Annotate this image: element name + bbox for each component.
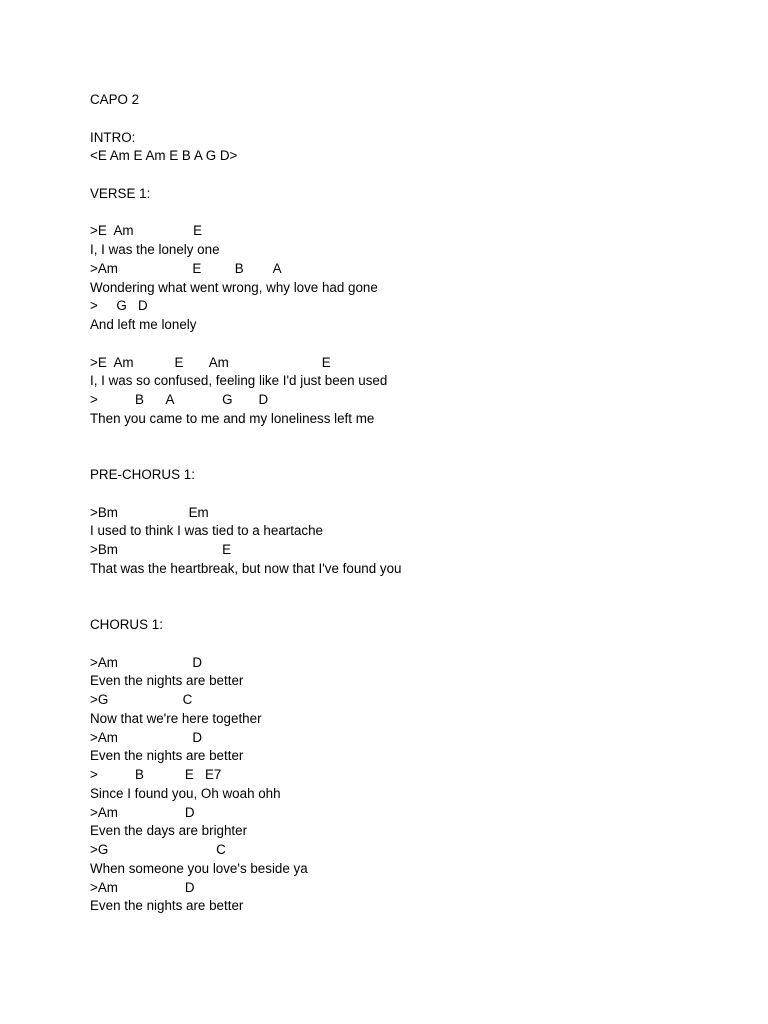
lyric-line: And left me lonely [90, 317, 197, 332]
lyric-line: Since I found you, Oh woah ohh [90, 785, 281, 801]
section-heading-intro: INTRO: [90, 129, 136, 145]
capo-line: CAPO 2 [90, 92, 140, 107]
chord-line: >G C [90, 842, 226, 857]
blank-line [90, 429, 730, 448]
chord-line: >E Am E Am E [90, 354, 331, 370]
lyric-line: When someone you love's beside ya [90, 860, 308, 876]
section-heading-pre-chorus-1: PRE-CHORUS 1: [90, 467, 195, 482]
chord-line: >E Am E [90, 223, 202, 239]
chord-line: >Am D [90, 804, 195, 820]
lyric-line: Even the nights are better [90, 748, 244, 764]
lyric-line: Then you came to me and my loneliness left me [90, 410, 375, 426]
blank-line [90, 447, 730, 466]
blank-line [90, 335, 730, 354]
chord-line: >Am D [90, 879, 195, 895]
lyric-line: Even the days are brighter [90, 823, 248, 839]
chord-line: > B A G D [90, 392, 269, 407]
lyric-line: That was the heartbreak, but now that I've found you [90, 560, 402, 576]
lyric-line: I, I was so confused, feeling like I'd just been used [90, 373, 388, 389]
section-heading-verse-1: VERSE 1: [90, 185, 151, 201]
blank-line [90, 204, 730, 223]
blank-line [90, 579, 730, 598]
chord-line: >Am E B A [90, 260, 282, 276]
lyric-line: I used to think I was tied to a heartache [90, 523, 323, 539]
chord-line: > B E E7 [90, 767, 222, 782]
chord-line: >G C [90, 692, 193, 707]
chord-line: >Am D [90, 729, 202, 745]
chord-line: >Bm E [90, 542, 232, 557]
blank-line [90, 635, 730, 654]
lyric-line: Even the nights are better [90, 673, 244, 689]
blank-line [90, 485, 730, 504]
lyric-line: I, I was the lonely one [90, 242, 220, 257]
section-heading-chorus-1: CHORUS 1: [90, 617, 163, 632]
lyric-line: Wondering what went wrong, why love had gone [90, 279, 378, 295]
chord-line: <E Am E Am E B A G D> [90, 148, 238, 164]
blank-line [90, 597, 730, 616]
chord-line: > G D [90, 298, 148, 314]
chord-line: >Bm Em [90, 504, 209, 520]
lyric-line: Even the nights are better [90, 898, 244, 914]
lyric-line: Now that we're here together [90, 710, 262, 726]
chord-line: >Am D [90, 654, 202, 670]
blank-line [90, 110, 730, 129]
blank-line [90, 166, 730, 185]
chord-sheet [90, 91, 730, 916]
